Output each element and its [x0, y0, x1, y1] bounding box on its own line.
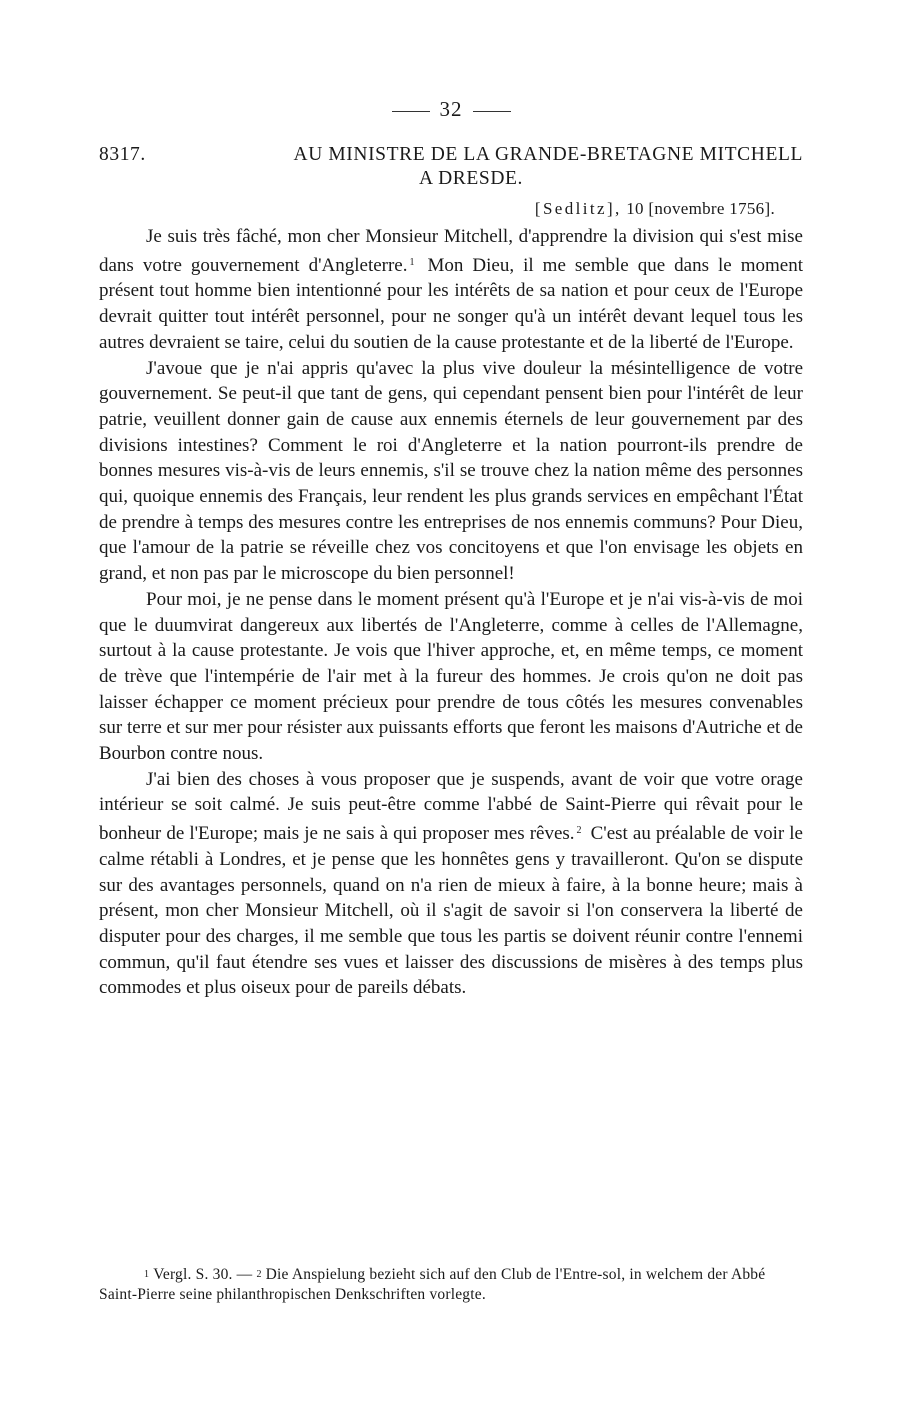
letter-heading	[99, 143, 803, 191]
dateline-date: 10 [novembre 1756].	[626, 199, 775, 218]
footnote-1-text: Vergl. S. 30. —	[153, 1266, 253, 1283]
heading-title-line-1: AU MINISTRE DE LA GRANDE-BRETAGNE MITCHELL	[293, 144, 803, 165]
paragraph-2: J'avoue que je n'ai appris qu'avec la plus vive douleur la mésintelligence de votre gouvernement. Se peut-il que tant de gens, qui cependant pensent bien pour l'intérêt de leur patrie, veuillent donner gain de cause aux ennemis éternels de leur gouvernement par des divisions intestines? Comment le roi d'Angleterre et la nation pourront-ils prendre de bonnes mesures vis-à-vis de leurs ennemis, s'il se trouve chez la nation même des personnes qui, quoique ennemis des Français, leur rendent les plus grands services en empêchant l'État de prendre à temps des mesures contre les entreprises de nos ennemis communs? Pour Dieu, que l'amour de la patrie se réveille chez vos concitoyens et que l'on envisage les objets en grand, et non pas par le microscope du bien personnel!	[99, 357, 803, 585]
footnote-ref-1: 1	[409, 256, 415, 268]
footnotes	[99, 1265, 803, 1305]
paragraph-4	[99, 767, 803, 1001]
paragraph-1-text-a: Je suis très fâché, mon cher Monsieur Mitchell, d'apprendre la division qui s'est mise dans votre gouvernement d'Angleterre.	[99, 226, 803, 276]
heading-title-line-2: A DRESDE.	[419, 168, 523, 189]
heading-line-1	[99, 143, 803, 167]
paragraph-4-text-a: J'ai bien des choses à vous proposer que je suspends, avant de voir que votre orage intérieur se soit calmé. Je suis peut-être comme l'abbé de Saint-Pierre qui rêvait pour le bonheur de l'Europe; mais je ne sais à qui proposer mes rêves.	[99, 768, 803, 845]
footnote-ref-2: 2	[576, 825, 582, 837]
paragraph-1-text-b: Mon Dieu, il me semble que dans le moment présent tout homme bien intentionné pour les intérêts de sa nation et pour ceux de l'Europe devrait quitter tout intérêt personnel, pour ne songer qu'à un intérêt devant lequel tous les autres devraient se taire, celui du soutien de la cause protestante et de la liberté de l'Europe.	[99, 254, 804, 353]
dateline-place: [Sedlitz],	[534, 199, 622, 218]
page-number	[99, 96, 803, 122]
letter-body	[99, 224, 803, 1001]
footnote-2-text: Die Anspielung bezieht sich auf den Club de l'Entre-sol, in welchem der Abbé Saint-Pierre seine philanthropischen Denkschriften vorlegte.	[99, 1266, 766, 1303]
footnote-block	[99, 1265, 803, 1305]
folio-dash-right	[473, 111, 511, 112]
paragraph-1	[99, 224, 803, 356]
paragraph-3: Pour moi, je ne pense dans le moment présent qu'à l'Europe et je n'ai vis-à-vis de moi que le duumvirat dangereux aux libertés de l'Angleterre, comme à celles de l'Allemagne, surtout à la cause protestante. Je vois que l'hiver approche, et, en même temps, ce moment de trève que l'intempérie de l'air met à la fureur des hommes. Je crois qu'on ne doit pas laisser échapper ce moment précieux pour prendre de tous côtés les mesures convenables sur terre et sur mer pour résister aux puissants efforts que feront les maisons d'Autriche et de Bourbon contre nous.	[99, 588, 803, 765]
footnote-1-number: 1	[144, 1269, 150, 1280]
folio-dash-left	[392, 111, 430, 112]
footnote-2-number: 2	[256, 1269, 262, 1280]
paragraph-4-text-b: C'est au préalable de voir le calme rétabli à Londres, et je pense que les honnêtes gens y travailleront. Qu'on se dispute sur des avantages personnels, quand on n'a rien de mieux à faire, à la bonne heure; mais à présent, mon cher Monsieur Mitchell, où il s'agit de savoir si l'on conservera la liberté de disputer pour des charges, il me semble que tous les partis se doivent réunir contre l'ennemi commun, qu'il faut étendre ses vues et laisser des discussions de misères à des temps plus commodes et plus oiseux pour de pareils débats.	[99, 823, 803, 999]
dateline	[535, 198, 775, 220]
page-number-text: 32	[439, 97, 463, 121]
letter-number: 8317.	[99, 144, 146, 165]
